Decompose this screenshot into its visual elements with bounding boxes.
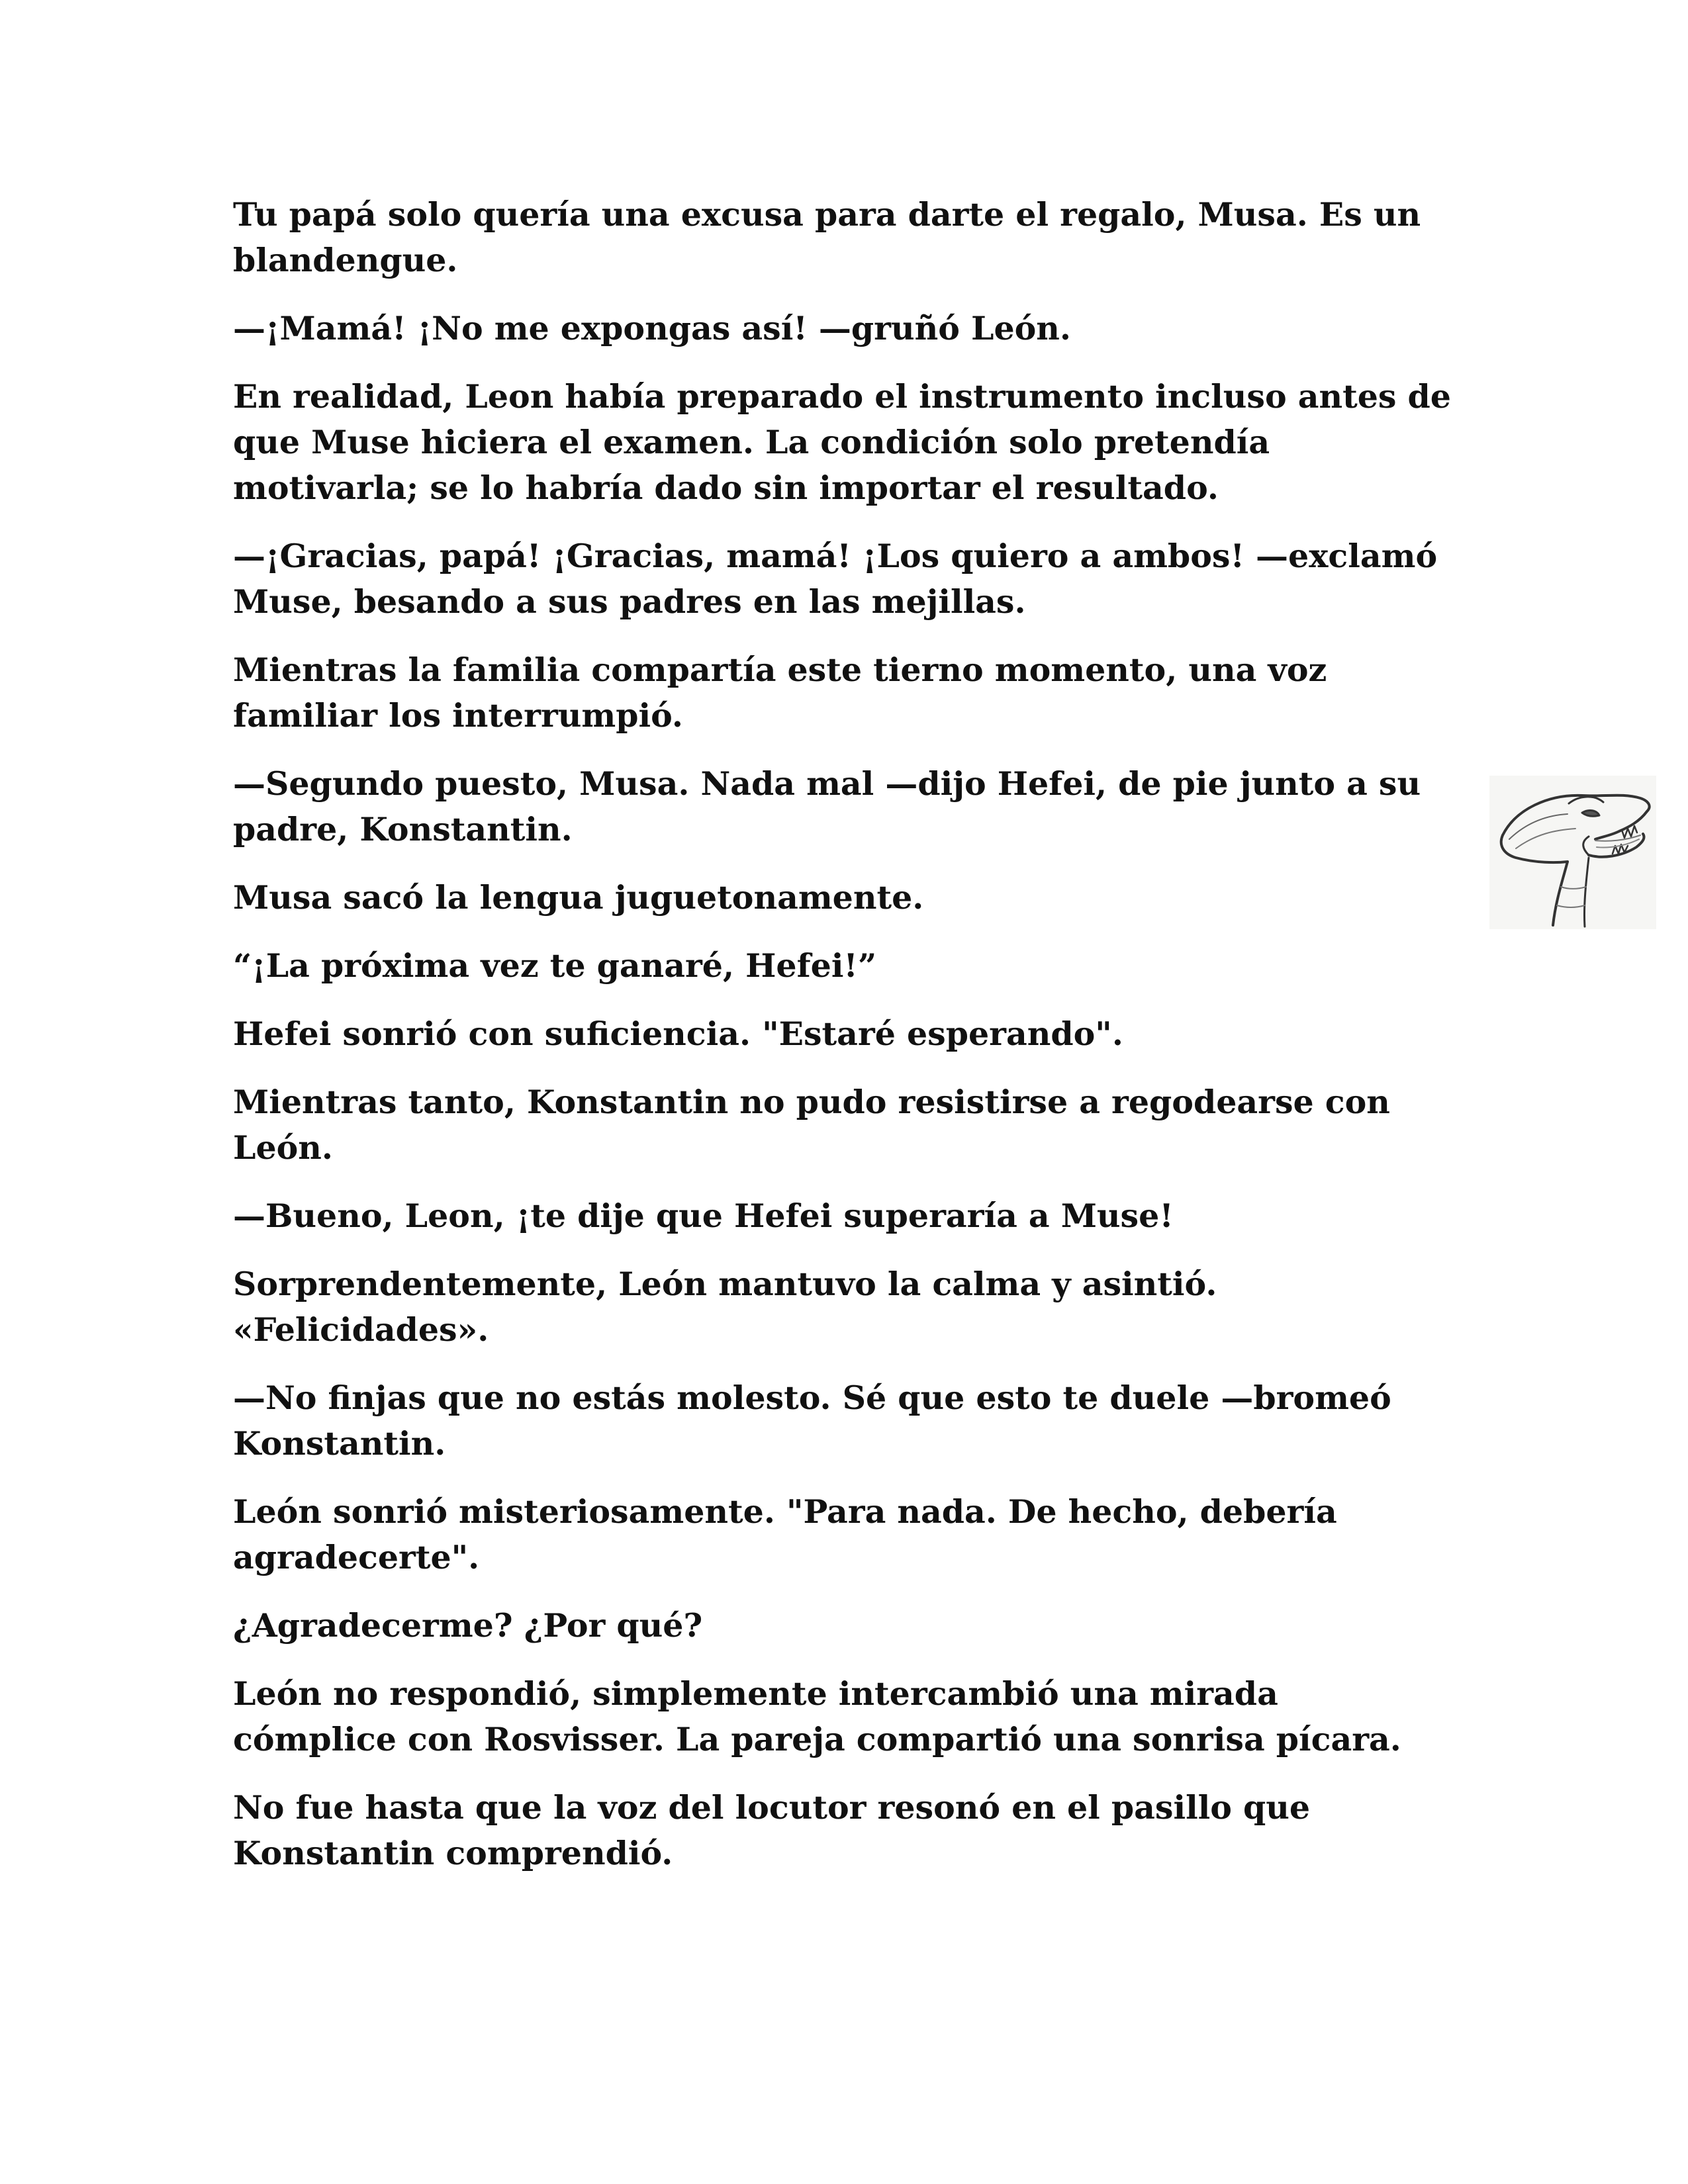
paragraph: —Bueno, Leon, ¡te dije que Hefei superaría a Muse! <box>233 1197 1174 1235</box>
paragraph: —¡Mamá! ¡No me expongas así! —gruñó León. <box>233 309 1071 347</box>
paragraph: —¡Gracias, papá! ¡Gracias, mamá! ¡Los quiero a ambos! —exclamó Muse, besando a sus padres en las mejillas. <box>233 537 1438 621</box>
paragraph: Sorprendentemente, León mantuvo la calma y asintió. «Felicidades». <box>233 1265 1217 1349</box>
paragraph: Musa sacó la lengua juguetonamente. <box>233 878 924 917</box>
paragraph: Mientras tanto, Konstantin no pudo resistirse a regodearse con León. <box>233 1083 1390 1167</box>
paragraph: “¡La próxima vez te ganaré, Hefei!” <box>233 946 877 985</box>
paragraph: —No finjas que no estás molesto. Sé que esto te duele —bromeó Konstantin. <box>233 1379 1391 1463</box>
paragraph: León no respondió, simplemente intercambió una mirada cómplice con Rosvisser. La pareja compartió una sonrisa pícara. <box>233 1674 1401 1758</box>
story-text <box>233 192 1451 1899</box>
paragraph: —Segundo puesto, Musa. Nada mal —dijo Hefei, de pie junto a su padre, Konstantin. <box>233 764 1421 848</box>
dinosaur-head-sketch-icon <box>1489 776 1656 929</box>
paragraph: Mientras la familia compartía este tierno momento, una voz familiar los interrumpió. <box>233 651 1327 735</box>
paragraph: No fue hasta que la voz del locutor resonó en el pasillo que Konstantin comprendió. <box>233 1788 1311 1872</box>
paragraph: En realidad, Leon había preparado el instrumento incluso antes de que Muse hiciera el examen. La condición solo pretendía motivarla; se lo habría dado sin importar el resultado. <box>233 377 1451 507</box>
paragraph: Hefei sonrió con suficiencia. "Estaré esperando". <box>233 1015 1123 1053</box>
paragraph: Tu papá solo quería una excusa para darte el regalo, Musa. Es un blandengue. <box>233 195 1421 279</box>
paragraph: León sonrió misteriosamente. "Para nada. De hecho, debería agradecerte". <box>233 1492 1337 1576</box>
paragraph: ¿Agradecerme? ¿Por qué? <box>233 1606 703 1645</box>
